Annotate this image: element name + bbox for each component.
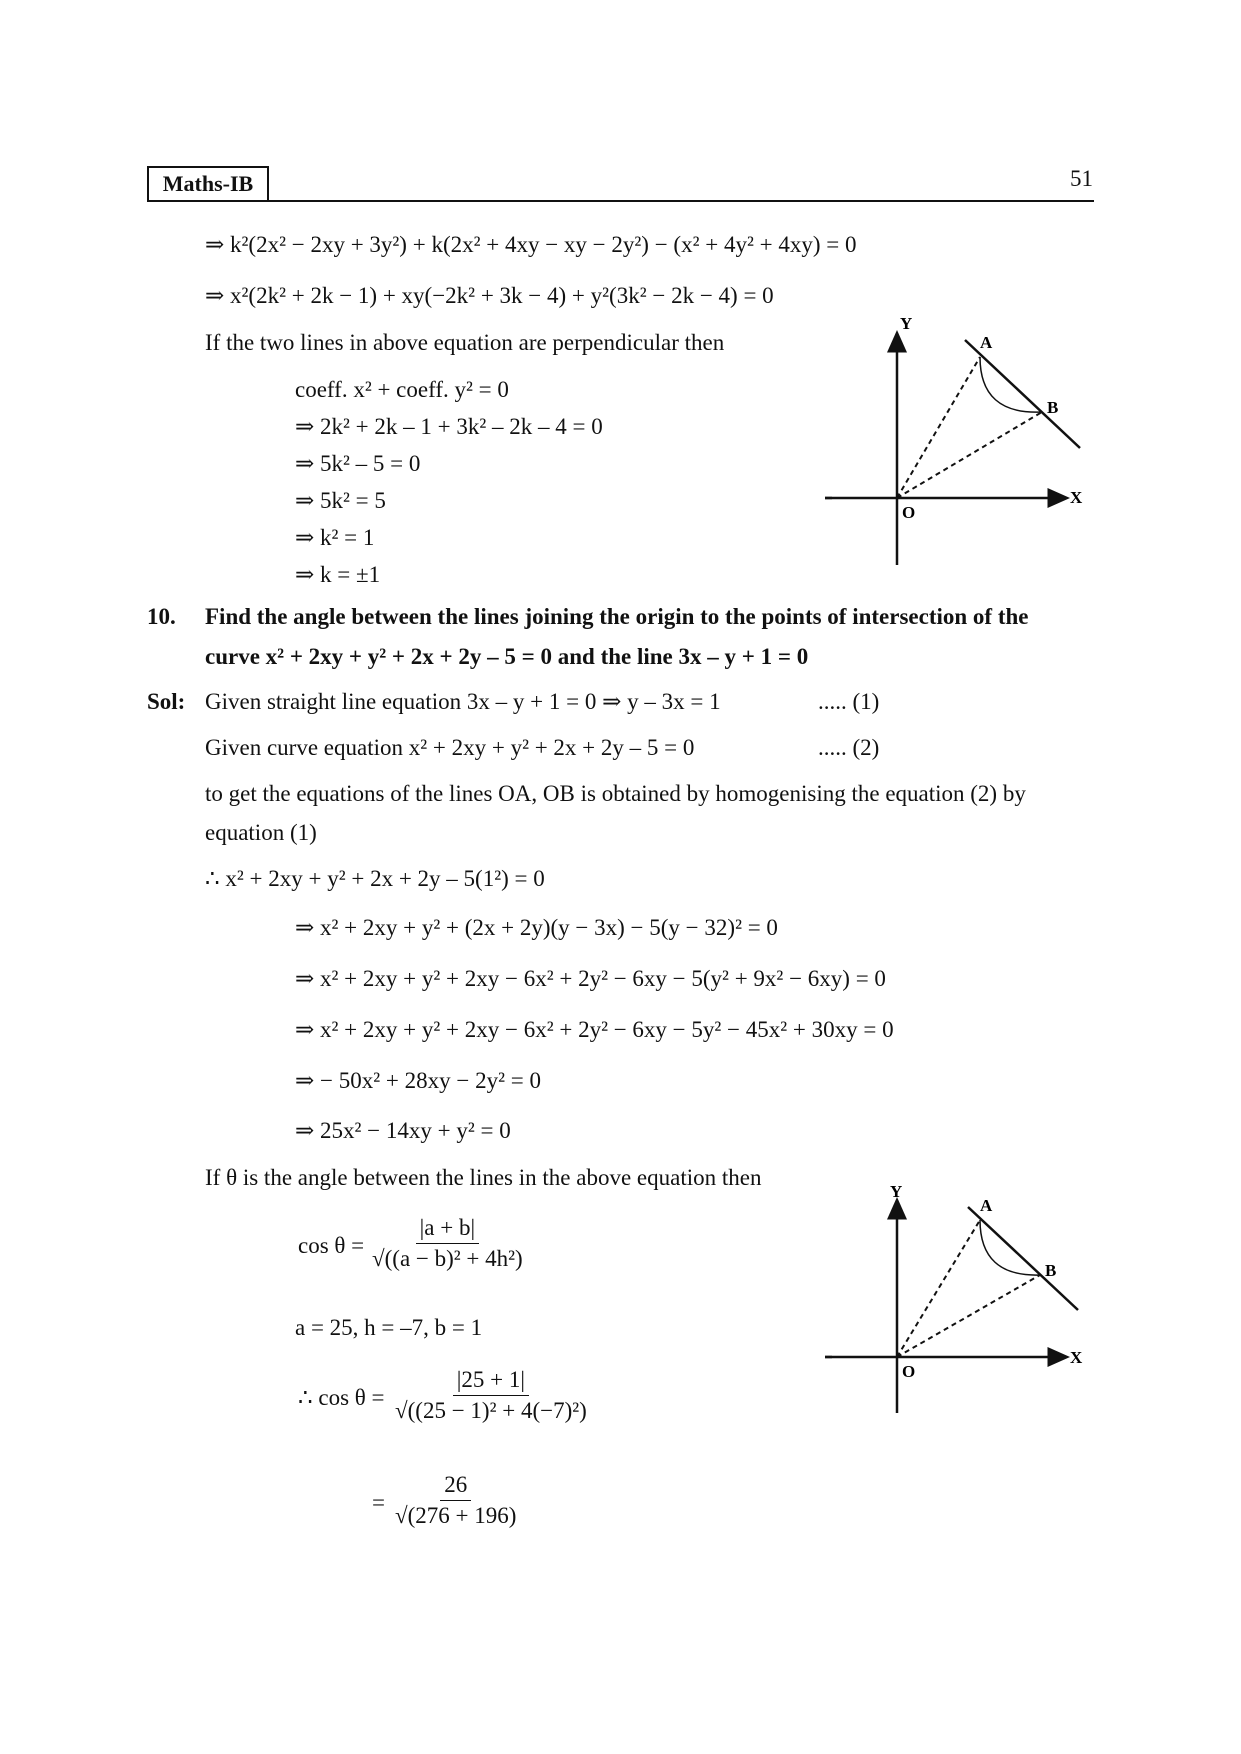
denominator: √((25 − 1)² + 4(−7)²) [395,1398,587,1423]
fraction [395,1472,516,1529]
label-y: Y [890,1185,903,1201]
numerator: |25 + 1| [453,1367,529,1396]
equation-line: ⇒ k² = 1 [295,525,375,550]
line-oa [897,357,980,498]
denominator: √((a − b)² + 4h²) [372,1246,523,1271]
question-text: curve x² + 2xy + y² + 2x + 2y – 5 = 0 and the line 3x – y + 1 = 0 [205,644,809,669]
equation-line: ⇒ x² + 2xy + y² + (2x + 2y)(y − 3x) − 5(y − 32)² = 0 [295,915,778,940]
text-line: to get the equations of the lines OA, OB is obtained by homogenising the equation (2) by [205,781,1026,806]
text-line: Given straight line equation 3x – y + 1 = 0 ⇒ y – 3x = 1 [205,689,721,714]
text-line: Given curve equation x² + 2xy + y² + 2x + 2y – 5 = 0 [205,735,695,760]
coordinate-diagram [820,315,1090,570]
equation-line: ⇒ k = ±1 [295,562,381,587]
equation-line: ⇒ − 50x² + 28xy − 2y² = 0 [295,1068,541,1093]
text-line: If θ is the angle between the lines in the above equation then [205,1165,762,1190]
label-y: Y [900,315,913,333]
question-number: 10. [147,604,176,629]
text-line: If the two lines in above equation are perpendicular then [205,330,725,355]
equation-line: ⇒ 5k² – 5 = 0 [295,451,421,476]
coordinate-diagram [820,1185,1090,1415]
numerator: 26 [440,1472,471,1501]
line-ob [897,1275,1040,1357]
denominator: √(276 + 196) [395,1503,517,1528]
equation-line: ⇒ k²(2x² − 2xy + 3y²) + k(2x² + 4xy − xy − 2y²) − (x² + 4y² + 4xy) = 0 [205,232,857,257]
fraction [372,1215,523,1272]
label-b: B [1047,398,1059,417]
line-oa [897,1220,980,1357]
equation-line: ⇒ x² + 2xy + y² + 2xy − 6x² + 2y² − 6xy − 5(y² + 9x² − 6xy) = 0 [295,966,886,991]
label-b: B [1045,1261,1057,1280]
label-a: A [980,333,993,352]
equation-lhs: = [372,1490,385,1515]
text-line: equation (1) [205,820,317,845]
fraction [395,1367,587,1424]
question-text: Find the angle between the lines joining the origin to the points of intersection of the [205,604,1029,629]
line-ab [968,1207,1078,1310]
subject-header: Maths-IB [147,166,269,202]
equation-ref: ..... (2) [818,735,880,760]
page-number: 51 [1070,166,1093,191]
numerator: |a + b| [416,1215,479,1244]
solution-label: Sol: [147,689,186,714]
line-ab [965,340,1080,448]
equation-line: ⇒ x² + 2xy + y² + 2xy − 6x² + 2y² − 6xy − 5y² − 45x² + 30xy = 0 [295,1017,894,1042]
equation-line: coeff. x² + coeff. y² = 0 [295,377,509,402]
equation-lhs: ∴ cos θ = [298,1385,385,1410]
header-rule [147,200,1094,202]
label-a: A [980,1196,993,1215]
equation-ref: ..... (1) [818,689,880,714]
equation-line: ⇒ 2k² + 2k – 1 + 3k² – 2k – 4 = 0 [295,414,603,439]
label-x: X [1070,1348,1083,1367]
line-ob [897,412,1042,498]
values-line: a = 25, h = –7, b = 1 [295,1315,483,1340]
equation-line: ∴ x² + 2xy + y² + 2x + 2y – 5(1²) = 0 [205,866,545,891]
label-o: O [902,503,916,522]
equation-line: ⇒ 5k² = 5 [295,488,386,513]
label-x: X [1070,488,1083,507]
equation-line: ⇒ 25x² − 14xy + y² = 0 [295,1118,511,1143]
label-o: O [902,1362,916,1381]
equation-lhs: cos θ = [298,1233,365,1258]
equation-line: ⇒ x²(2k² + 2k − 1) + xy(−2k² + 3k − 4) + y²(3k² − 2k − 4) = 0 [205,283,774,308]
